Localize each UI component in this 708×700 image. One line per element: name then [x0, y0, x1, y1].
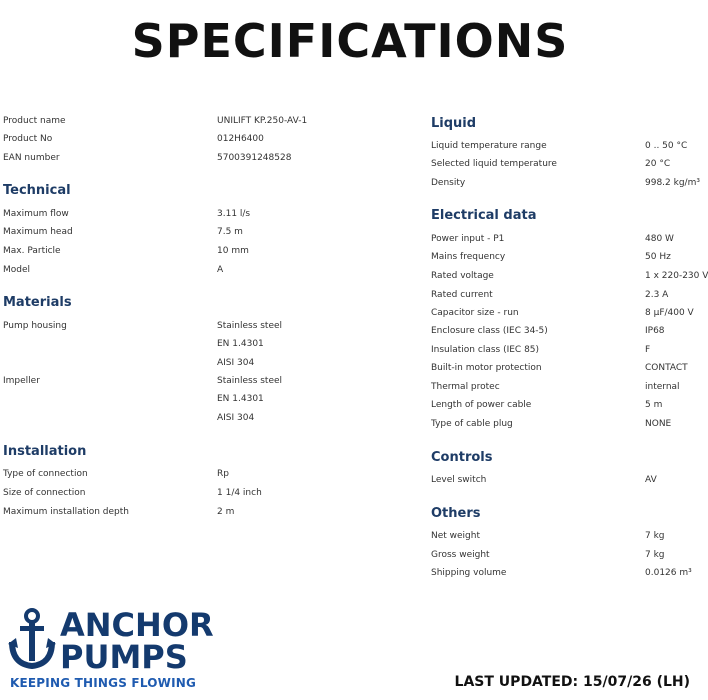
spec-label: Type of connection	[3, 469, 88, 479]
spec-label: EAN number	[3, 153, 60, 163]
spec-value: 7 kg	[645, 550, 665, 560]
section-heading-technical: Technical	[3, 183, 71, 198]
section-heading-controls: Controls	[431, 450, 493, 465]
spec-label: Level switch	[431, 475, 487, 485]
spec-value: 480 W	[645, 234, 674, 244]
spec-label: Liquid temperature range	[431, 141, 547, 151]
spec-value: A	[217, 265, 224, 275]
spec-value: AISI 304	[217, 413, 255, 423]
spec-label: Density	[431, 178, 466, 188]
section-heading-liquid: Liquid	[431, 116, 477, 131]
spec-label: Rated current	[431, 290, 493, 300]
spec-value: 3.11 l/s	[217, 209, 251, 219]
spec-value: 2.3 A	[645, 290, 669, 300]
spec-value: CONTACT	[645, 363, 688, 373]
spec-label: Maximum flow	[3, 209, 69, 219]
spec-label: Insulation class (IEC 85)	[431, 345, 540, 355]
spec-value: Stainless steel	[217, 376, 283, 386]
spec-label: Selected liquid temperature	[431, 159, 557, 169]
spec-value: Stainless steel	[217, 321, 283, 331]
spec-value: NONE	[645, 419, 672, 429]
spec-label: Power input - P1	[431, 234, 505, 244]
spec-label: Rated voltage	[431, 271, 494, 281]
spec-value: 998.2 kg/m³	[645, 178, 700, 188]
spec-label: Max. Particle	[3, 246, 61, 256]
spec-value: Rp	[217, 469, 229, 479]
spec-value: 20 °C	[645, 159, 671, 169]
section-heading-others: Others	[431, 506, 481, 521]
spec-value: 012H6400	[217, 134, 264, 144]
page-title: SPECIFICATIONS	[131, 14, 569, 68]
spec-label: Mains frequency	[431, 252, 506, 262]
logo-line-2: PUMPS	[60, 638, 188, 676]
spec-value: UNILIFT KP.250-AV-1	[217, 116, 308, 126]
spec-value: EN 1.4301	[217, 394, 264, 404]
spec-label: Maximum head	[3, 227, 73, 237]
spec-label: Capacitor size - run	[431, 308, 519, 318]
spec-value: 2 m	[217, 507, 235, 517]
spec-value: 50 Hz	[645, 252, 671, 262]
spec-value: 7.5 m	[217, 227, 243, 237]
spec-value: AV	[645, 475, 657, 485]
section-heading-installation: Installation	[3, 444, 87, 459]
spec-value: 10 mm	[217, 246, 249, 256]
spec-value: 1 1/4 inch	[217, 488, 262, 498]
spec-value: IP68	[645, 326, 665, 336]
section-heading-electrical: Electrical data	[431, 208, 537, 223]
spec-label: Maximum installation depth	[3, 507, 129, 517]
spec-label: Pump housing	[3, 321, 67, 331]
spec-label: Type of cable plug	[431, 419, 513, 429]
spec-value: 0.0126 m³	[645, 568, 692, 578]
spec-value: 5 m	[645, 400, 663, 410]
last-updated: LAST UPDATED: 15/07/26 (LH)	[454, 674, 690, 690]
spec-label: Impeller	[3, 376, 40, 386]
anchor-icon	[8, 608, 56, 670]
spec-value: 8 µF/400 V	[645, 308, 694, 318]
spec-value: 1 x 220-230 V	[645, 271, 708, 281]
spec-value: F	[645, 345, 651, 355]
logo-tagline: KEEPING THINGS FLOWING	[10, 676, 197, 690]
spec-value: EN 1.4301	[217, 339, 264, 349]
spec-label: Size of connection	[3, 488, 86, 498]
spec-label: Model	[3, 265, 31, 275]
spec-label: Net weight	[431, 531, 481, 541]
section-heading-materials: Materials	[3, 295, 72, 310]
spec-label: Shipping volume	[431, 568, 507, 578]
spec-value: 0 .. 50 °C	[645, 141, 688, 151]
anchor-pumps-logo	[8, 608, 248, 694]
spec-value: 7 kg	[645, 531, 665, 541]
spec-label: Length of power cable	[431, 400, 532, 410]
logo-line-1: ANCHOR	[60, 606, 214, 644]
spec-label: Product name	[3, 116, 66, 126]
spec-label: Product No	[3, 134, 53, 144]
spec-value: AISI 304	[217, 358, 255, 368]
spec-label: Thermal protec	[431, 382, 500, 392]
spec-label: Built-in motor protection	[431, 363, 542, 373]
spec-value: internal	[645, 382, 680, 392]
spec-label: Gross weight	[431, 550, 490, 560]
spec-label: Enclosure class (IEC 34-5)	[431, 326, 548, 336]
spec-value: 5700391248528	[217, 153, 292, 163]
